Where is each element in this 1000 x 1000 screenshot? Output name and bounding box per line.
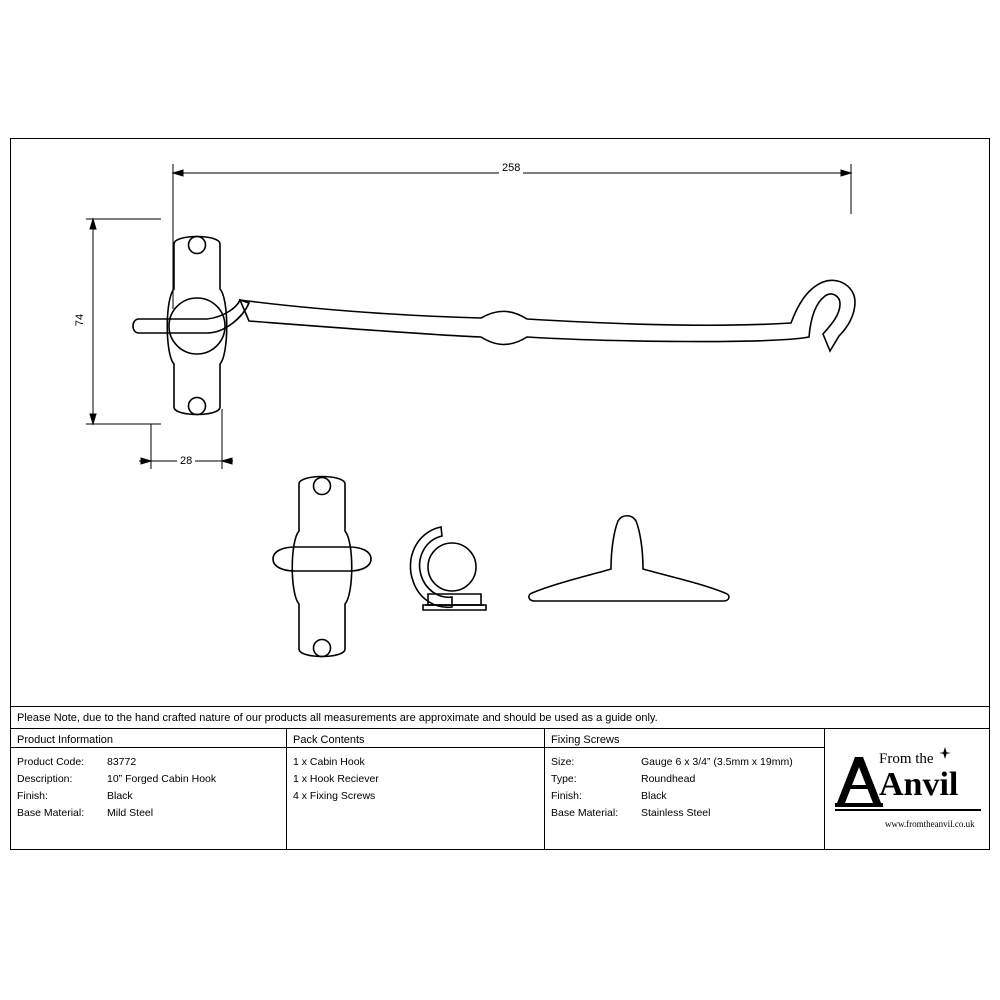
brand-logo-column (825, 729, 989, 849)
anvil-logo (833, 741, 983, 837)
dimension-74 (86, 219, 161, 424)
pack-contents-column (287, 729, 545, 849)
table-row (17, 771, 286, 788)
view-hook-receiver-side (529, 516, 729, 601)
base-material-label: Base Material: (17, 807, 85, 819)
hook-shank (240, 280, 855, 351)
product-information-title: Product Information (11, 729, 286, 748)
hook-eye (133, 300, 249, 333)
product-code-label: Product Code: (17, 756, 85, 768)
table-row (551, 805, 824, 822)
drawing-sheet (10, 138, 990, 850)
logo-a-mark (835, 757, 883, 807)
view-cabin-hook-side (167, 237, 227, 415)
product-information-column (11, 729, 287, 849)
screw-finish-value: Black (641, 790, 667, 802)
technical-drawing (11, 139, 989, 707)
list-item: 4 x Fixing Screws (293, 790, 376, 802)
pack-contents-title: Pack Contents (287, 729, 544, 748)
fixing-screws-title: Fixing Screws (545, 729, 824, 748)
screw-type-label: Type: (551, 773, 577, 785)
product-code-value: 83772 (107, 756, 137, 768)
dimension-label-258: 258 (499, 162, 523, 174)
screw-base-material-value: Stainless Steel (641, 807, 711, 819)
finish-label: Finish: (17, 790, 48, 802)
drawing-area (11, 139, 989, 707)
fixing-screws-column (545, 729, 825, 849)
list-item: 1 x Hook Reciever (293, 773, 379, 785)
screw-finish-label: Finish: (551, 790, 582, 802)
base-material-value: Mild Steel (107, 807, 154, 819)
dimension-258 (173, 164, 851, 309)
table-row (17, 788, 286, 805)
dimension-label-74: 74 (74, 313, 87, 327)
view-hook-receiver-front (410, 527, 486, 610)
measurement-note: Please Note, due to the hand crafted nature of our products all measurements are approximate and should be used as a guide only. (11, 707, 989, 729)
screw-size-label: Size: (551, 756, 575, 768)
list-item: 1 x Cabin Hook (293, 756, 365, 768)
finish-value: Black (107, 790, 133, 802)
screw-size-value: Gauge 6 x 3/4” (3.5mm x 19mm) (641, 756, 793, 768)
table-row (551, 754, 824, 771)
description-label: Description: (17, 773, 73, 785)
logo-line2: Anvil (879, 766, 959, 803)
info-row (11, 729, 989, 849)
screw-type-value: Roundhead (641, 773, 696, 785)
view-backplate-front (273, 477, 371, 657)
table-row (17, 805, 286, 822)
table-row (551, 771, 824, 788)
description-value: 10” Forged Cabin Hook (107, 773, 217, 785)
star-icon (939, 747, 951, 759)
logo-divider (835, 809, 981, 811)
dimension-label-28: 28 (177, 455, 195, 467)
screw-base-material-label: Base Material: (551, 807, 619, 819)
logo-url: www.fromtheanvil.co.uk (885, 819, 975, 829)
table-row (17, 754, 286, 771)
table-row (551, 788, 824, 805)
logo-line1: From the (879, 751, 934, 767)
